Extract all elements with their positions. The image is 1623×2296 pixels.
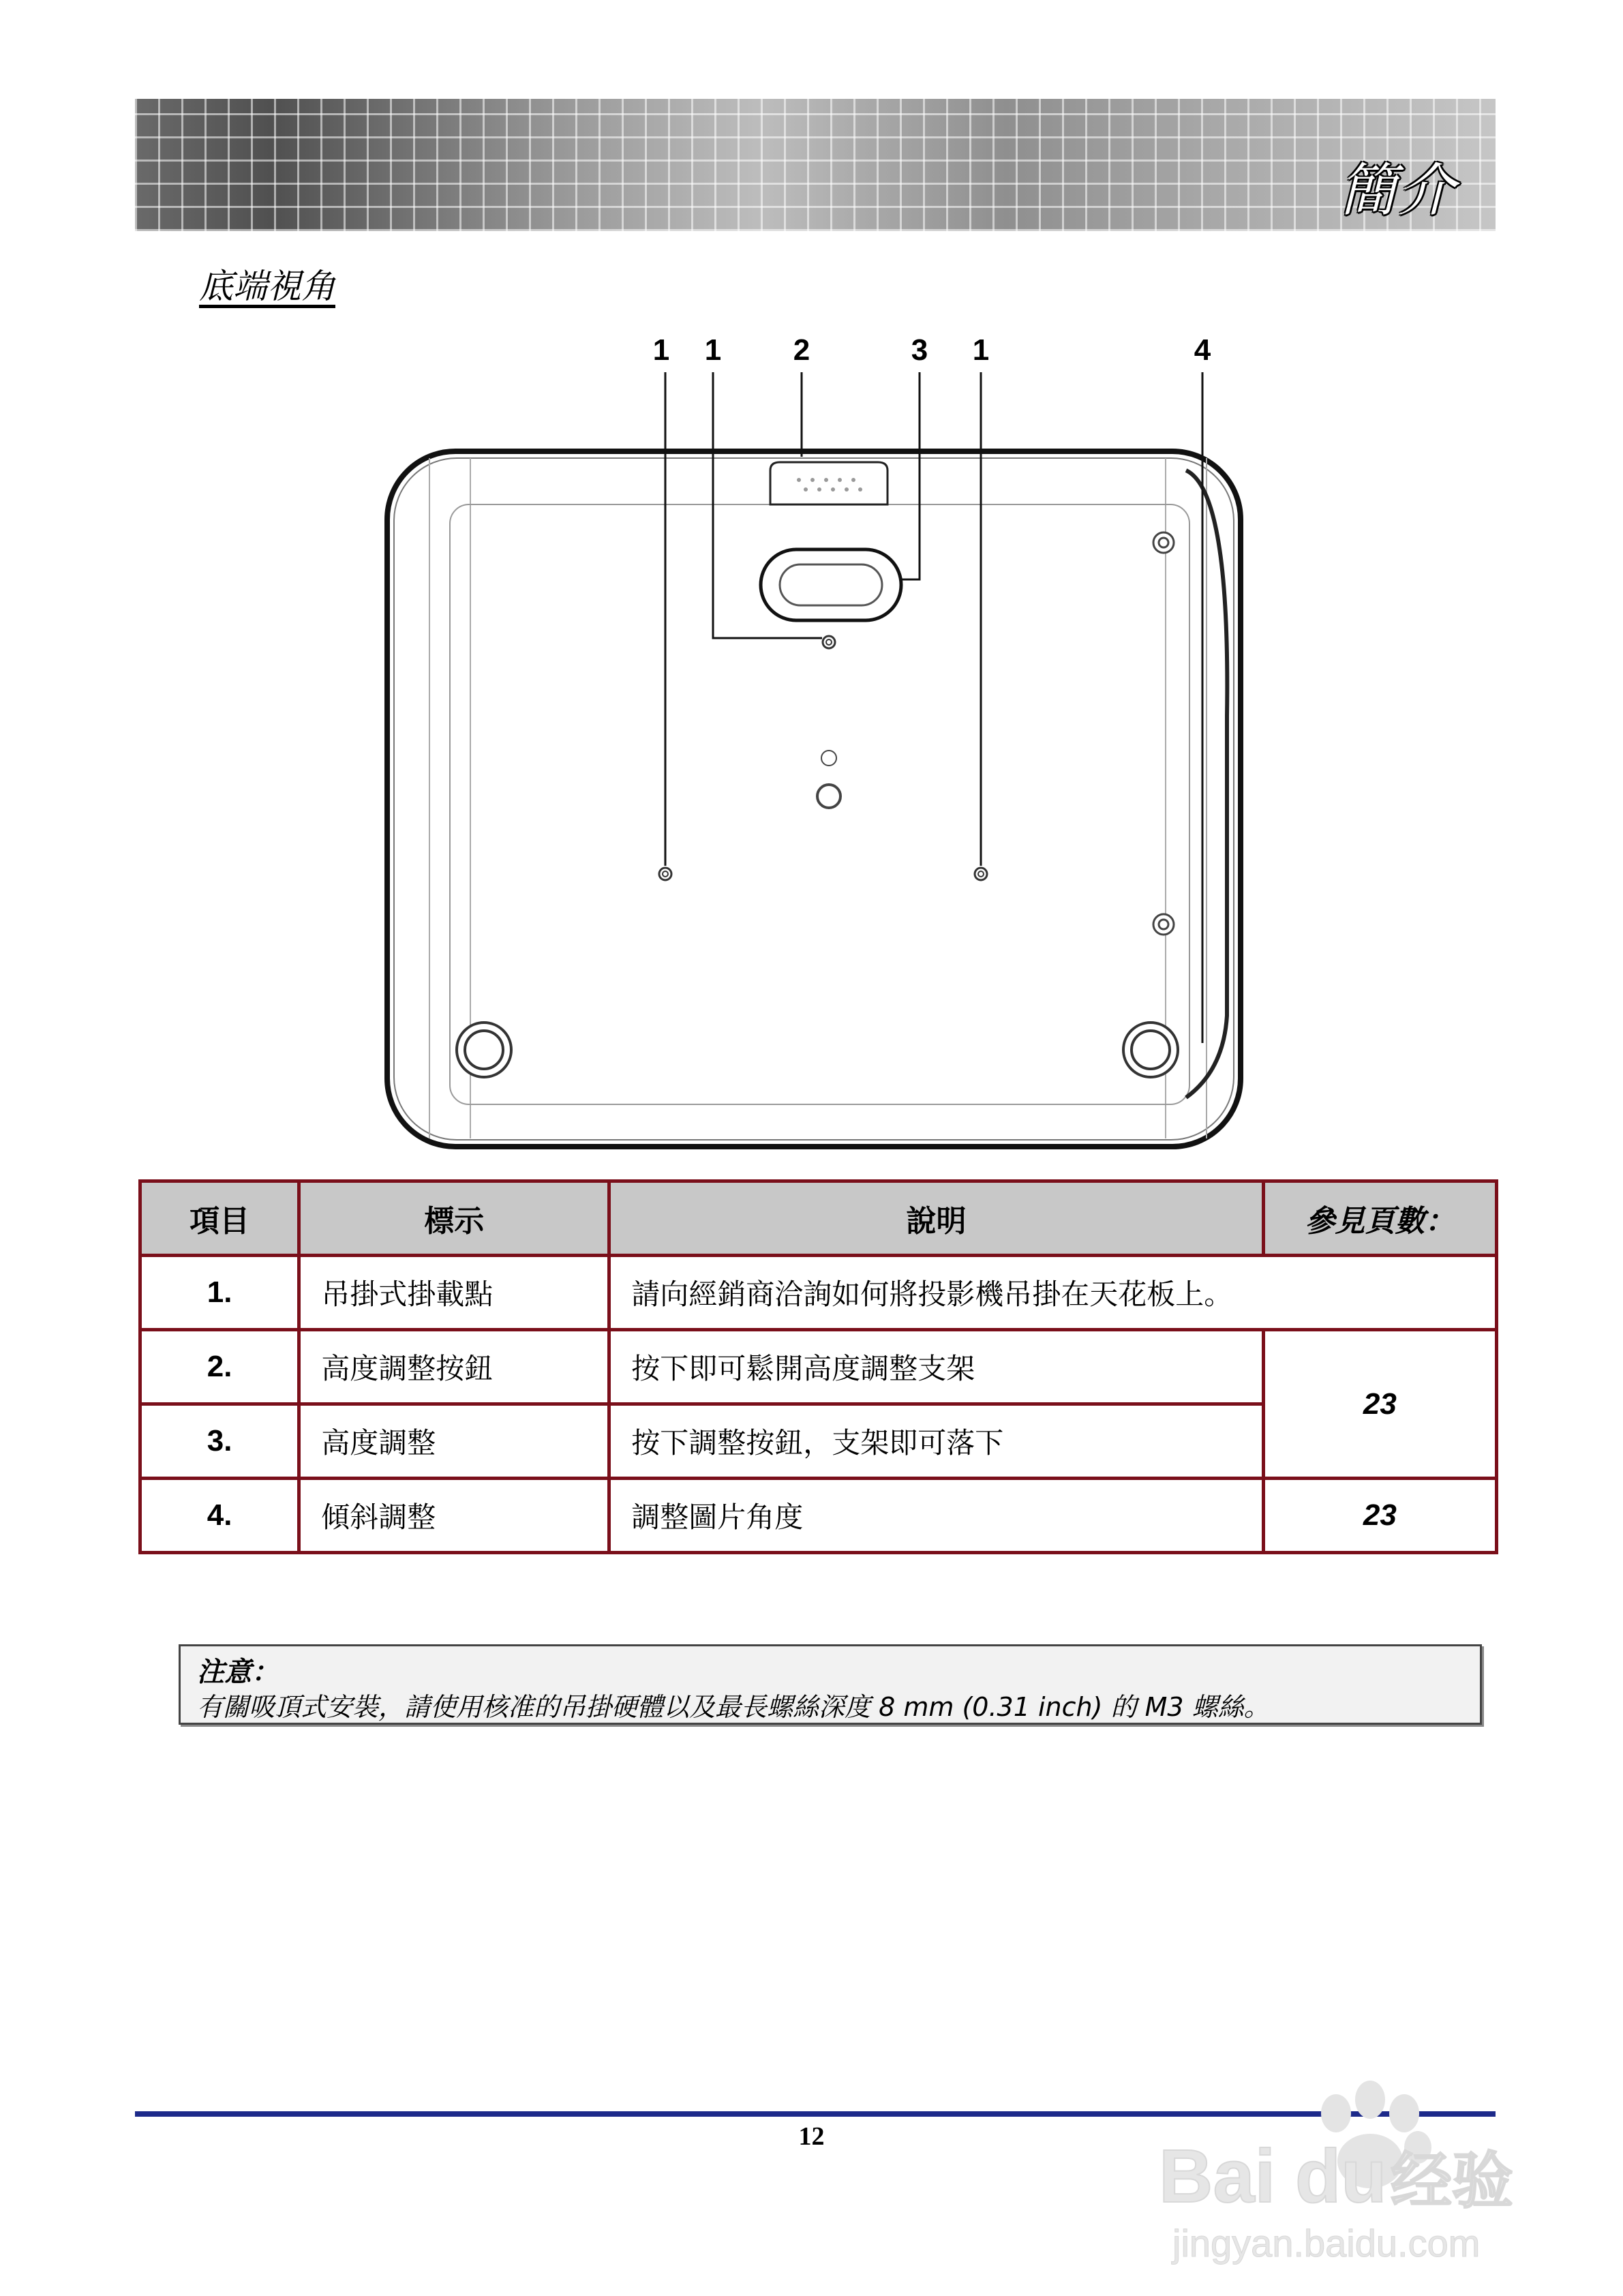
watermark-brand: Bai (1159, 2134, 1276, 2218)
table-header-row (140, 1181, 1497, 1256)
callout-leader-lines (665, 372, 1202, 1043)
item-label: 高度調整 (299, 1404, 609, 1479)
callout-number: 2 (793, 334, 810, 367)
item-label: 吊掛式掛載點 (299, 1256, 609, 1330)
chapter-header-band (135, 99, 1496, 231)
height-adjust-button (770, 462, 888, 504)
item-number: 3. (140, 1404, 299, 1479)
callout-number: 3 (911, 334, 928, 367)
column-header: 項目 (140, 1181, 299, 1256)
height-adjust-foot (761, 549, 901, 620)
projector-bottom-view-diagram (382, 334, 1254, 1152)
callout-number: 1 (652, 334, 670, 367)
watermark-suffix: 经验 (1391, 2145, 1513, 2217)
watermark-brand-2: du (1295, 2134, 1387, 2218)
page-reference: 23 (1263, 1479, 1496, 1553)
baidu-jingyan-watermark (1159, 2072, 1541, 2277)
item-label: 傾斜調整 (299, 1479, 609, 1553)
component-table (138, 1179, 1498, 1554)
note-text: 有關吸頂式安裝，請使用核准的吊掛硬體以及最長螺絲深度 8 mm (0.31 inch) 的 M3 螺絲。 (197, 1692, 1270, 1722)
table-row (140, 1256, 1497, 1330)
section-title: 底端視角 (199, 267, 335, 306)
callout-number: 1 (704, 334, 722, 367)
callout-number: 4 (1194, 334, 1211, 367)
chapter-title: 簡介 (1338, 157, 1456, 224)
center-holes (817, 751, 840, 808)
item-number: 4. (140, 1479, 299, 1553)
table-row (140, 1330, 1497, 1404)
page-number: 12 (798, 2122, 825, 2151)
table-row (140, 1479, 1497, 1553)
rear-feet (457, 1023, 1178, 1077)
item-description: 調整圖片角度 (609, 1479, 1263, 1553)
item-description: 請向經銷商洽詢如何將投影機吊掛在天花板上。 (609, 1256, 1497, 1330)
item-number: 1. (140, 1256, 299, 1330)
item-description: 按下調整按鈕，支架即可落下 (609, 1404, 1263, 1479)
item-label: 高度調整按鈕 (299, 1330, 609, 1404)
column-header: 參見頁數： (1263, 1181, 1496, 1256)
screws (1153, 532, 1174, 935)
column-header: 標示 (299, 1181, 609, 1256)
note-label: 注意： (197, 1657, 279, 1688)
page-reference: 23 (1263, 1330, 1496, 1479)
item-description: 按下即可鬆開高度調整支架 (609, 1330, 1263, 1404)
watermark-url: jingyan.baidu.com (1172, 2222, 1481, 2265)
callout-number: 1 (972, 334, 990, 367)
note-box (179, 1644, 1482, 1725)
item-number: 2. (140, 1330, 299, 1404)
column-header: 說明 (609, 1181, 1263, 1256)
